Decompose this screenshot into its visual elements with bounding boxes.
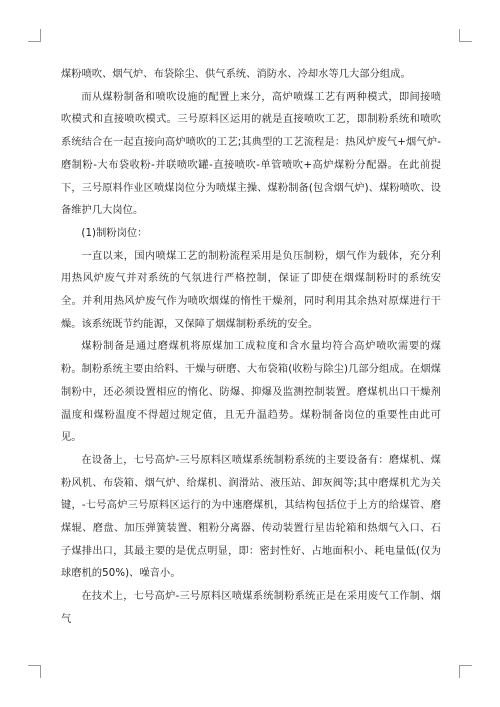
crop-mark-top-left [28,29,41,42]
paragraph-equipment: 在设备上，七号高炉-三号原料区喷煤系统制粉系统的主要设备有：磨煤机、煤粉风机、布袋箱、烟气炉、给煤机、润滑站、液压站、卸灰阀等;其中磨煤机尤为关键，-七号高炉三号原料区运行的为中速磨煤机，其结构包括位于上方的给煤管、磨煤辊、磨盘、加压弹簧装置、粗粉分离器、传动装置行星齿轮箱和热烟气入口、石子煤排出口，其最主要的是优点明显，即：密封性好、占地面积小、耗电量低(仅为球磨机的50%)、噪音小。 [61,454,441,580]
paragraph-continuation: 煤粉喷吹、烟气炉、布袋除尘、供气系统、消防水、冷却水等几大部分组成。 [61,69,411,80]
paragraph-technology: 在技术上，七号高炉-三号原料区喷煤系统制粉系统正是在采用废气工作制、烟气 [61,591,441,625]
section-heading-pulverizing-post: (1)制粉岗位： [81,227,148,239]
document-body [61,64,441,632]
crop-mark-top-right [459,29,472,42]
paragraph-negative-pressure: 一直以来，国内喷煤工艺的制粉流程采用是负压制粉，烟气作为载体，充分利用热风炉废气并对系统的气氛进行严格控制，保证了即使在烟煤制粉时的系统安全。并利用热风炉废气作为喷吹烟煤的惰性干燥剂，同时利用其余热对原煤进行干燥。该系统既节约能源，又保障了烟煤制粉系统的安全。 [61,250,441,330]
crop-mark-bottom-left [28,665,41,678]
crop-mark-bottom-right [459,665,472,678]
paragraph-injection-modes: 而从煤粉制备和喷吹设施的配置上来分，高炉喷煤工艺有两种模式，即间接喷吹模式和直接喷吹模式。三号原料区运用的就是直接喷吹工艺，即制粉系统和喷吹系统结合在一起直接向高炉喷吹的工艺;其典型的工艺流程是：热风炉废气+烟气炉-磨制粉-大布袋收粉-并联喷吹罐-直接喷吹-单管喷吹+高炉煤粉分配器。在此前提下，三号原料作业区喷煤岗位分为喷煤主操、煤粉制备(包含烟气炉)、煤粉喷吹、设备维护几大岗位。 [61,91,441,217]
paragraph-coal-preparation: 煤粉制备是通过磨煤机将原煤加工成粒度和含水量均符合高炉喷吹需要的煤粉。制粉系统主要由给料、干燥与研磨、大布袋箱(收粉与除尘)几部分组成。在烟煤制粉中，还必须设置相应的惰化、防爆、抑爆及监测控制装置。磨煤机出口干燥剂温度和煤粉温度不得超过规定值，且无升温趋势。煤粉制备岗位的重要性由此可见。 [61,341,441,444]
